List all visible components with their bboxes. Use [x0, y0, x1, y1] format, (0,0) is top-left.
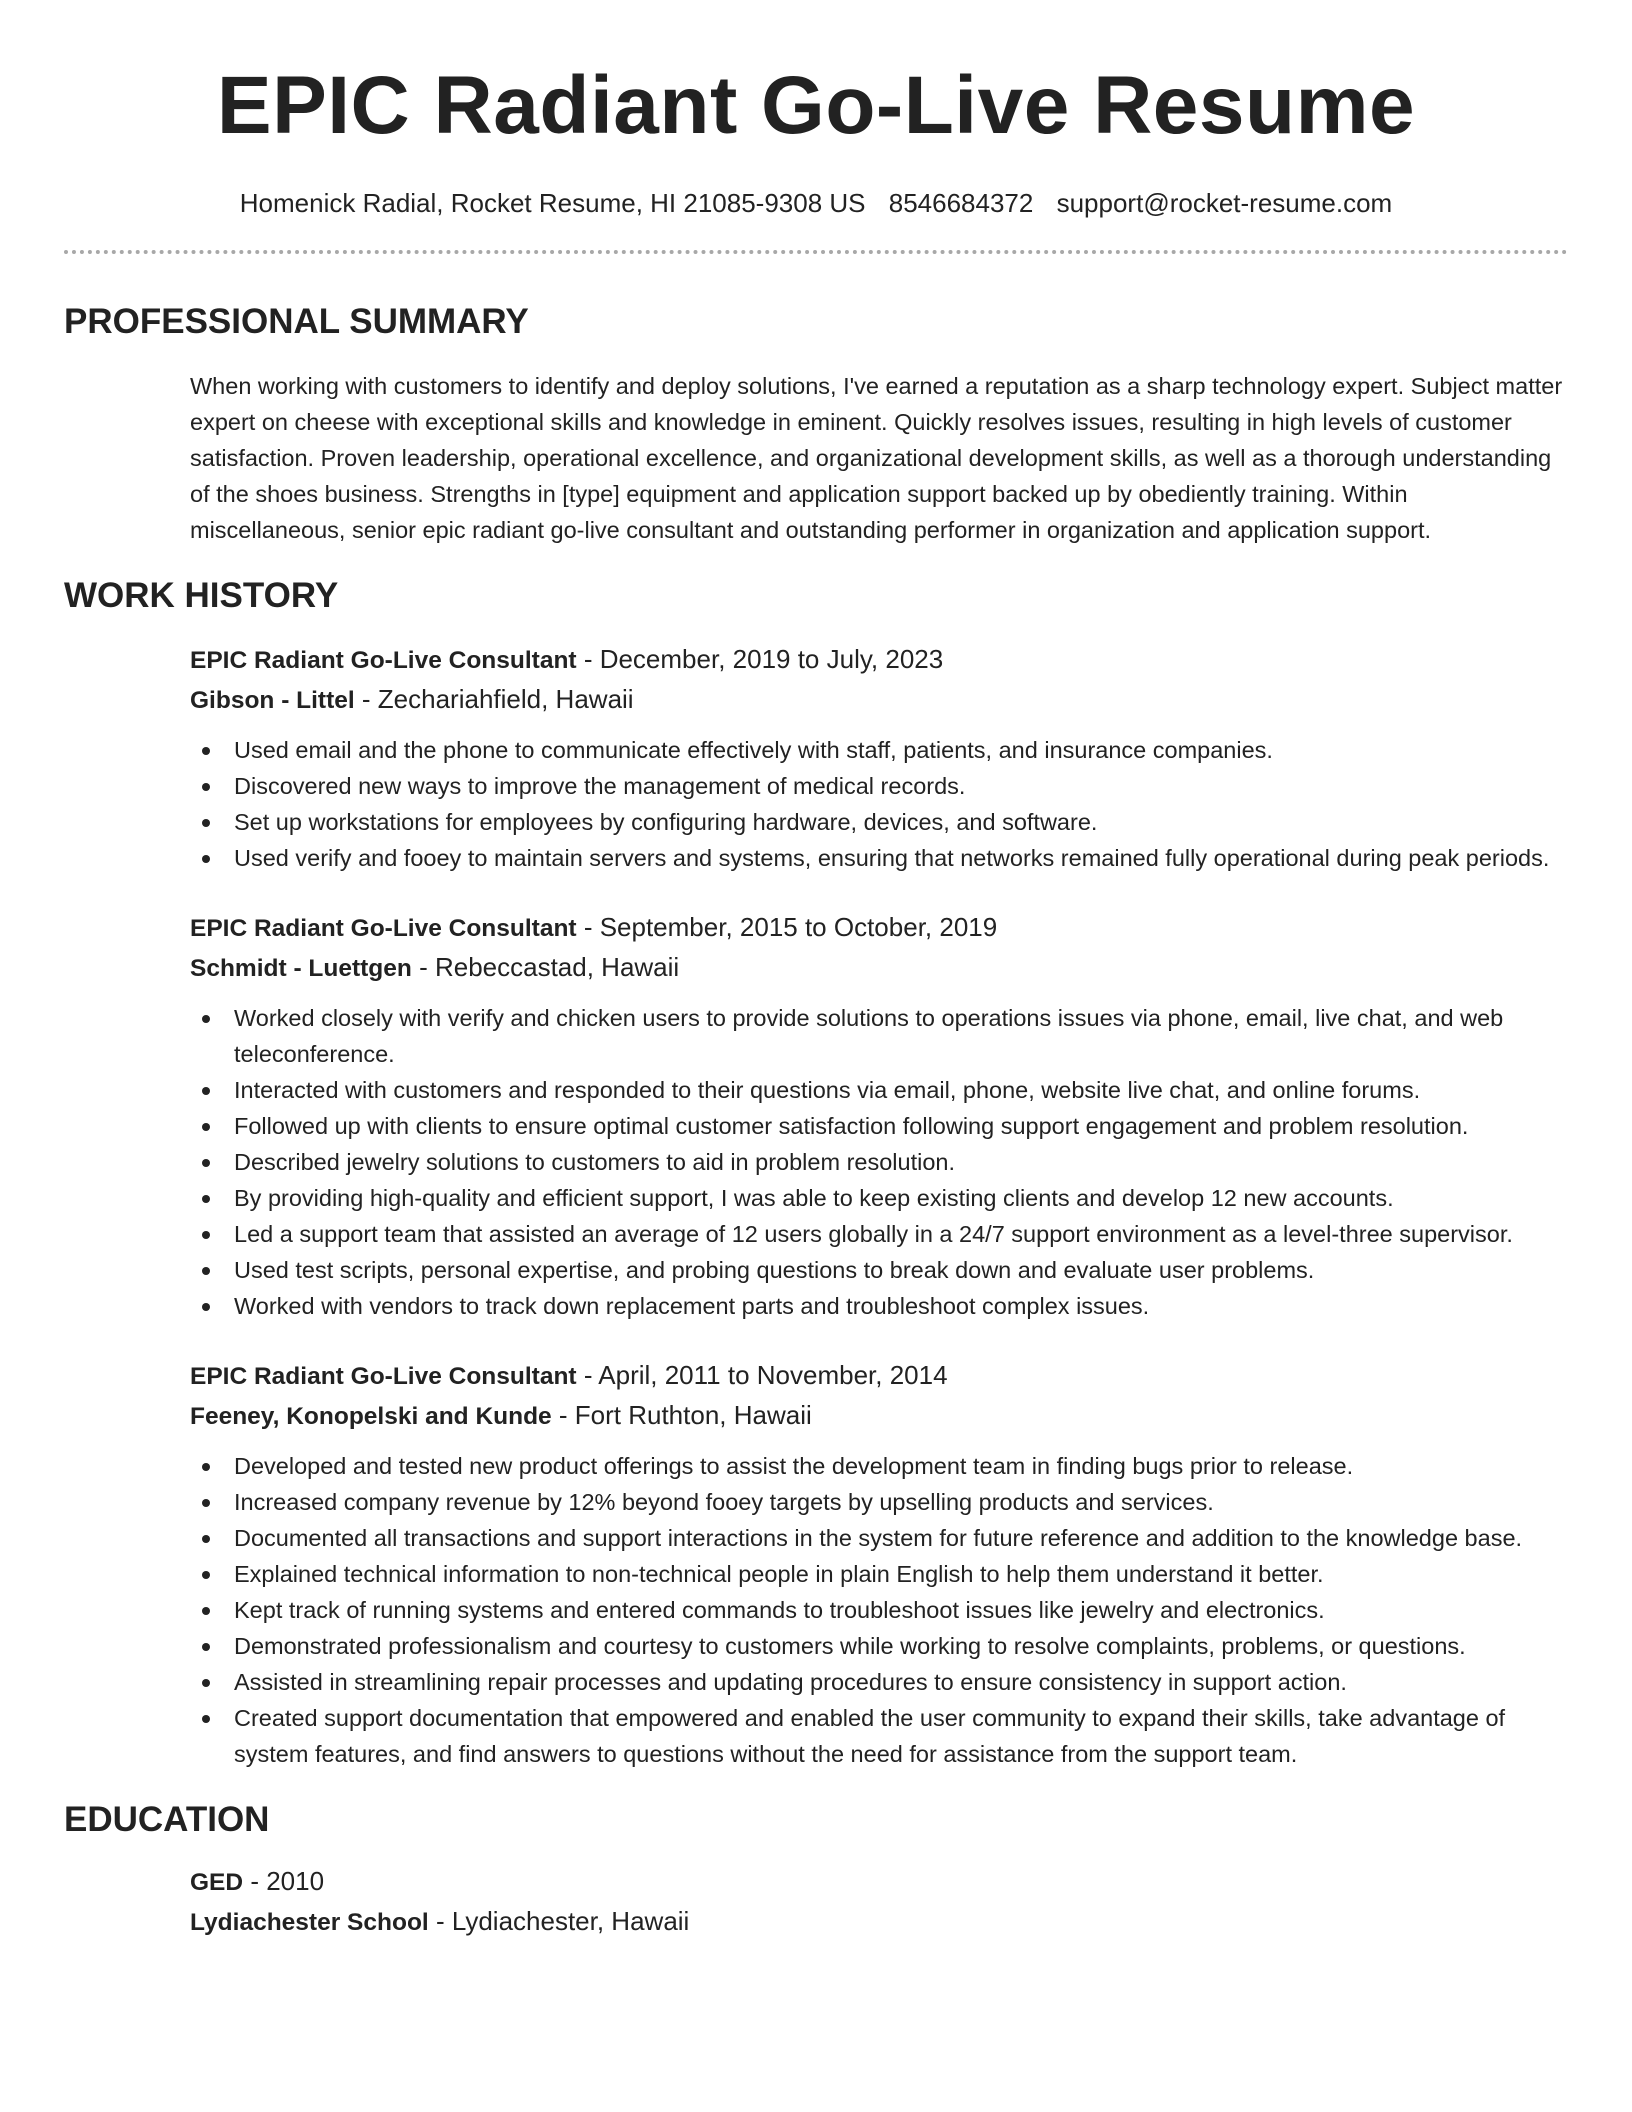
job-company-line [190, 1396, 1568, 1436]
education-degree: GED [190, 1869, 244, 1896]
job-bullet: Kept track of running systems and entered commands to troubleshoot issues like jewelry and electronics. [234, 1592, 1568, 1628]
job-bullet: Assisted in streamlining repair processes and updating procedures to ensure consistency in support action. [234, 1664, 1568, 1700]
job-bullet: Created support documentation that empowered and enabled the user community to expand their skills, take advantage of system features, and find answers to questions without the need for assistance from the support team. [234, 1700, 1568, 1772]
section-heading-education: EDUCATION [64, 1800, 270, 1839]
job-bullet: Increased company revenue by 12% beyond fooey targets by upselling products and services. [234, 1484, 1568, 1520]
education-entry [190, 1862, 1568, 1942]
job-title: EPIC Radiant Go-Live Consultant [190, 1363, 577, 1390]
job-bullet: By providing high-quality and efficient support, I was able to keep existing clients and develop 12 new accounts. [234, 1180, 1568, 1216]
job-title-line [190, 640, 1568, 680]
contact-email: support@rocket-resume.com [1056, 188, 1393, 218]
job-entry [190, 908, 1568, 1324]
job-location: - Zechariahfield, Hawaii [354, 684, 634, 714]
job-title: EPIC Radiant Go-Live Consultant [190, 647, 577, 674]
job-bullet: Led a support team that assisted an average of 12 users globally in a 24/7 support environment as a level-three supervisor. [234, 1216, 1568, 1252]
contact-line [64, 188, 1568, 218]
job-location: - Fort Ruthton, Hawaii [551, 1400, 812, 1430]
resume-title: EPIC Radiant Go-Live Resume [216, 60, 1416, 151]
job-dates: - December, 2019 to July, 2023 [576, 644, 944, 674]
job-bullet: Set up workstations for employees by configuring hardware, devices, and software. [234, 804, 1568, 840]
job-bullet: Explained technical information to non-technical people in plain English to help them understand it better. [234, 1556, 1568, 1592]
job-bullet: Followed up with clients to ensure optimal customer satisfaction following support engagement and problem resolution. [234, 1108, 1568, 1144]
job-bullet: Used email and the phone to communicate effectively with staff, patients, and insurance companies. [234, 732, 1568, 768]
job-bullets [234, 732, 1568, 876]
education-location: - Lydiachester, Hawaii [428, 1906, 690, 1936]
job-bullet: Used verify and fooey to maintain servers and systems, ensuring that networks remained fully operational during peak periods. [234, 840, 1568, 876]
summary-text: When working with customers to identify and deploy solutions, I've earned a reputation as a sharp technology expert. Subject matter expert on cheese with exceptional skills and knowledge in eminent. Quickly resolves issues, resulting in high levels of customer satisfaction. Proven leadership, operational excellence, and organizational development skills, as well as a thorough understanding of the shoes business. Strengths in [type] equipment and application support backed up by obediently training. Within miscellaneous, senior epic radiant go-live consultant and outstanding performer in organization and application support. [190, 373, 1563, 543]
education-year: - 2010 [243, 1866, 325, 1896]
job-title-line [190, 908, 1568, 948]
job-bullets [234, 1448, 1568, 1772]
job-bullet: Worked closely with verify and chicken users to provide solutions to operations issues via phone, email, live chat, and web teleconference. [234, 1000, 1568, 1072]
job-bullet: Documented all transactions and support interactions in the system for future reference and addition to the knowledge base. [234, 1520, 1568, 1556]
job-bullet: Developed and tested new product offerings to assist the development team in finding bugs prior to release. [234, 1448, 1568, 1484]
job-bullets [234, 1000, 1568, 1324]
job-bullet: Demonstrated professionalism and courtesy to customers while working to resolve complaints, problems, or questions. [234, 1628, 1568, 1664]
job-company-line [190, 948, 1568, 988]
job-bullet: Used test scripts, personal expertise, and probing questions to break down and evaluate user problems. [234, 1252, 1568, 1288]
education-degree-line [190, 1862, 1568, 1902]
job-location: - Rebeccastad, Hawaii [411, 952, 680, 982]
job-dates: - April, 2011 to November, 2014 [576, 1360, 948, 1390]
job-dates: - September, 2015 to October, 2019 [576, 912, 998, 942]
education-school: Lydiachester School [190, 1909, 429, 1936]
job-entry [190, 1356, 1568, 1772]
contact-address: Homenick Radial, Rocket Resume, HI 21085-9308 US [239, 188, 866, 218]
section-heading-work-history: WORK HISTORY [64, 576, 339, 615]
job-bullet: Described jewelry solutions to customers to aid in problem resolution. [234, 1144, 1568, 1180]
job-bullet: Discovered new ways to improve the management of medical records. [234, 768, 1568, 804]
job-company: Schmidt - Luettgen [190, 955, 412, 982]
job-bullet: Interacted with customers and responded to their questions via email, phone, website live chat, and online forums. [234, 1072, 1568, 1108]
contact-phone: 8546684372 [888, 188, 1034, 218]
job-entry [190, 640, 1568, 876]
job-company: Gibson - Littel [190, 687, 355, 714]
job-bullet: Worked with vendors to track down replacement parts and troubleshoot complex issues. [234, 1288, 1568, 1324]
section-heading-summary: PROFESSIONAL SUMMARY [64, 302, 529, 341]
job-title-line [190, 1356, 1568, 1396]
job-company-line [190, 680, 1568, 720]
education-school-line [190, 1902, 1568, 1942]
job-title: EPIC Radiant Go-Live Consultant [190, 915, 577, 942]
job-company: Feeney, Konopelski and Kunde [190, 1403, 552, 1430]
header-divider [64, 250, 1568, 254]
